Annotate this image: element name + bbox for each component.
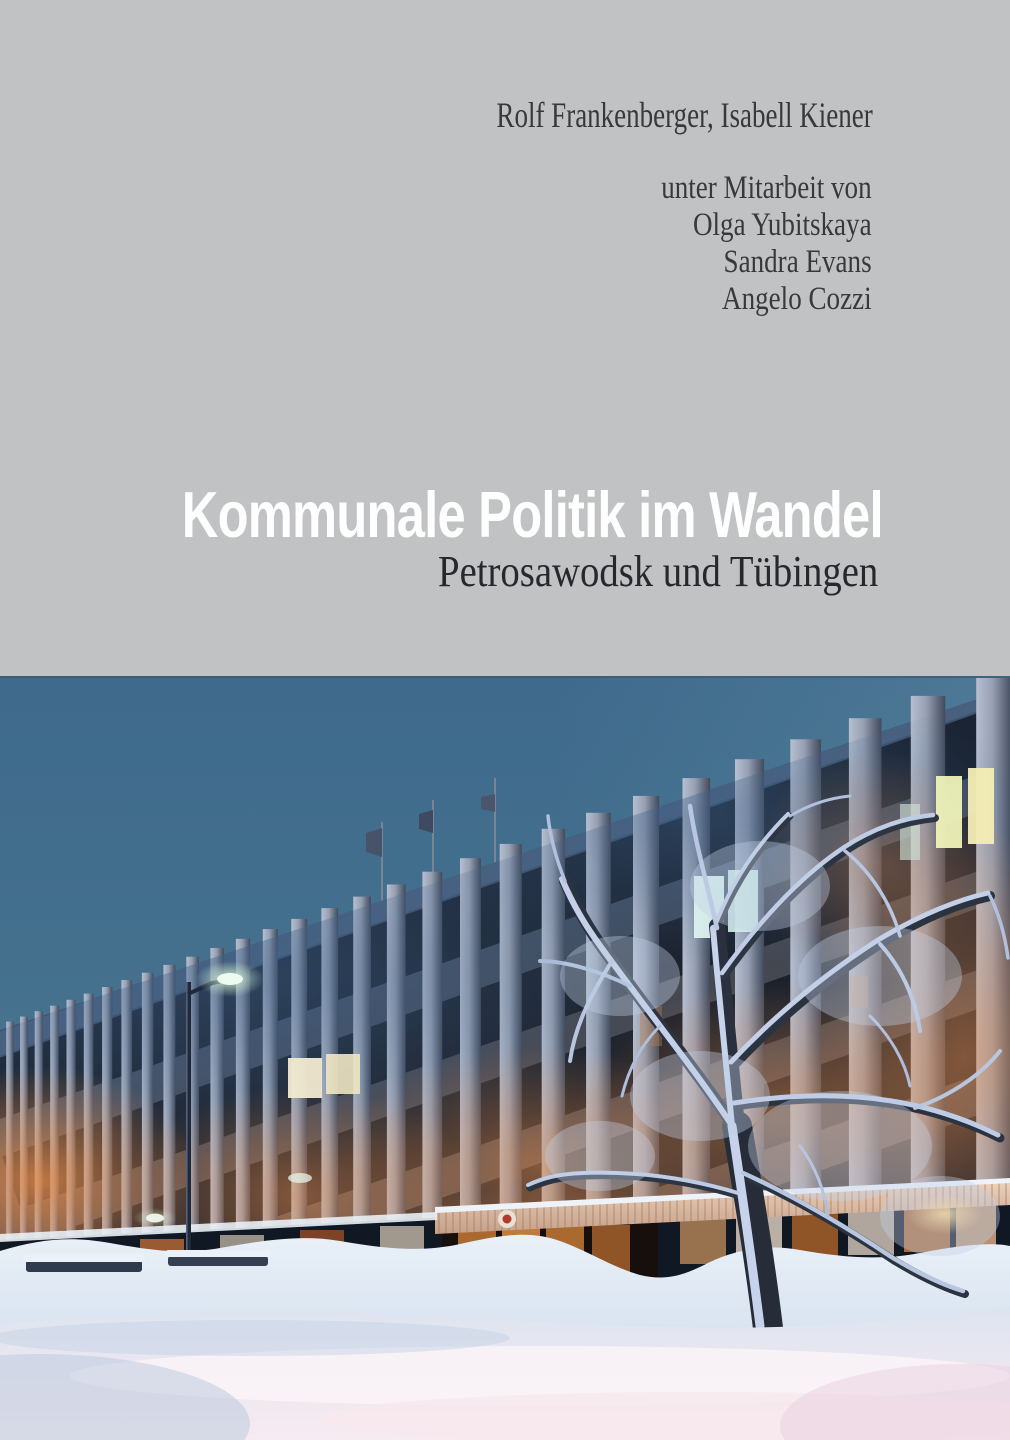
snow-foreground	[0, 1306, 1010, 1440]
collaboration-intro: unter Mitarbeit von	[661, 170, 872, 206]
entrance-emblem	[498, 1210, 516, 1228]
lamp-head	[217, 973, 243, 985]
collaborator-name: Olga Yubitskaya	[693, 207, 872, 243]
collaborator-name: Sandra Evans	[723, 244, 872, 280]
authors-line: Rolf Frankenberger, Isabell Kiener	[496, 95, 873, 135]
book-title: Kommunale Politik im Wandel	[181, 478, 883, 551]
collaborator-name: Angelo Cozzi	[722, 281, 872, 317]
cover-photo	[0, 676, 1010, 1440]
small-lamp	[146, 1214, 164, 1223]
book-subtitle: Petrosawodsk und Tübingen	[437, 547, 878, 596]
collaboration-block	[662, 170, 872, 318]
